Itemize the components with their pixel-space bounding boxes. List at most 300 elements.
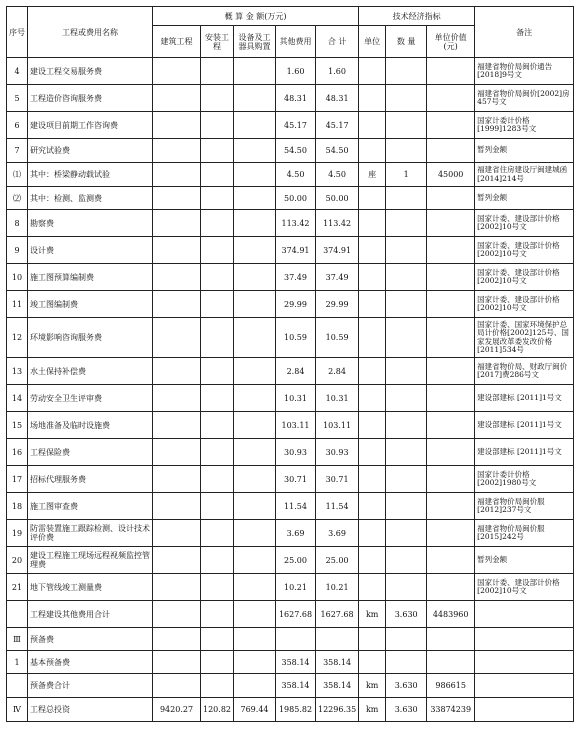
row-equip xyxy=(234,439,276,466)
row-install xyxy=(201,318,234,358)
row-build xyxy=(153,163,201,187)
row-install xyxy=(201,163,234,187)
row-other: 1.60 xyxy=(276,58,316,85)
row-seq: Ⅲ xyxy=(7,628,28,651)
row-name: 设计费 xyxy=(28,237,153,264)
row-unit xyxy=(359,358,386,385)
row-equip xyxy=(234,547,276,574)
row-price xyxy=(427,318,475,358)
row-name: 地下管线竣工测量费 xyxy=(28,574,153,601)
row-unit xyxy=(359,58,386,85)
row-install: 120.82 xyxy=(201,698,234,722)
row-total: 1.60 xyxy=(316,58,359,85)
row-seq: ⑴ xyxy=(7,163,28,187)
table-row xyxy=(7,601,574,628)
row-unit: km xyxy=(359,601,386,628)
header-install: 安装工程 xyxy=(201,26,234,58)
row-remark: 国家计委、建设部计价格[2002]10号文 xyxy=(475,574,574,601)
row-equip xyxy=(234,628,276,651)
row-qty xyxy=(386,358,427,385)
table-row xyxy=(7,85,574,112)
row-remark: 福建省住房建设厅闽建城函[2014]214号 xyxy=(475,163,574,187)
row-total: 358.14 xyxy=(316,651,359,674)
row-equip xyxy=(234,601,276,628)
row-qty xyxy=(386,412,427,439)
row-remark: 建设部建标 [2011]1号文 xyxy=(475,412,574,439)
row-qty xyxy=(386,318,427,358)
table-row xyxy=(7,358,574,385)
row-remark: 福建省物价局闽价通告[2018]9号文 xyxy=(475,58,574,85)
row-equip xyxy=(234,163,276,187)
row-build xyxy=(153,112,201,139)
row-name: 防雷装置施工跟踪检测、设计技术评价费 xyxy=(28,520,153,547)
row-build xyxy=(153,547,201,574)
row-remark: 暂列金额 xyxy=(475,139,574,163)
row-build xyxy=(153,264,201,291)
table-row xyxy=(7,264,574,291)
row-total: 25.00 xyxy=(316,547,359,574)
row-qty xyxy=(386,547,427,574)
row-total: 45.17 xyxy=(316,112,359,139)
row-seq: 14 xyxy=(7,385,28,412)
row-build xyxy=(153,85,201,112)
row-remark: 暂列金额 xyxy=(475,547,574,574)
row-other: 113.42 xyxy=(276,210,316,237)
row-total: 103.11 xyxy=(316,412,359,439)
row-seq: 16 xyxy=(7,439,28,466)
row-build xyxy=(153,385,201,412)
row-seq: 12 xyxy=(7,318,28,358)
row-unit xyxy=(359,466,386,493)
row-build xyxy=(153,318,201,358)
table-row xyxy=(7,237,574,264)
table-row xyxy=(7,318,574,358)
row-name: 其中：桥梁静动载试验 xyxy=(28,163,153,187)
row-other: 2.84 xyxy=(276,358,316,385)
row-name: 预备费 xyxy=(28,628,153,651)
row-total: 3.69 xyxy=(316,520,359,547)
row-install xyxy=(201,264,234,291)
row-total: 10.31 xyxy=(316,385,359,412)
row-price xyxy=(427,547,475,574)
table-row xyxy=(7,547,574,574)
row-name: 预备费合计 xyxy=(28,674,153,698)
row-seq: 17 xyxy=(7,466,28,493)
row-other xyxy=(276,628,316,651)
row-install xyxy=(201,628,234,651)
row-price xyxy=(427,520,475,547)
row-price xyxy=(427,187,475,210)
header-equip: 设备及工器具购置 xyxy=(234,26,276,58)
row-unit xyxy=(359,291,386,318)
row-price xyxy=(427,574,475,601)
row-total: 10.21 xyxy=(316,574,359,601)
row-equip xyxy=(234,520,276,547)
row-equip xyxy=(234,412,276,439)
row-seq: 5 xyxy=(7,85,28,112)
row-price xyxy=(427,628,475,651)
row-total: 30.93 xyxy=(316,439,359,466)
row-qty: 3.630 xyxy=(386,674,427,698)
row-remark: 福建省物价局闽价服[2012]237号文 xyxy=(475,493,574,520)
row-remark: 福建省物价局、财政厅闽价[2017]费286号文 xyxy=(475,358,574,385)
table-row xyxy=(7,574,574,601)
row-qty xyxy=(386,58,427,85)
row-equip xyxy=(234,58,276,85)
row-seq: 21 xyxy=(7,574,28,601)
row-seq xyxy=(7,674,28,698)
row-install xyxy=(201,358,234,385)
row-price xyxy=(427,385,475,412)
row-build xyxy=(153,520,201,547)
row-equip xyxy=(234,358,276,385)
row-build xyxy=(153,412,201,439)
row-unit xyxy=(359,628,386,651)
row-install xyxy=(201,412,234,439)
row-price: 4483960 xyxy=(427,601,475,628)
row-remark: 福建省物价局闽价服[2015]242号 xyxy=(475,520,574,547)
row-name: 竣工图编制费 xyxy=(28,291,153,318)
row-qty xyxy=(386,139,427,163)
row-price xyxy=(427,112,475,139)
row-total: 1627.68 xyxy=(316,601,359,628)
row-equip xyxy=(234,385,276,412)
row-total: 30.71 xyxy=(316,466,359,493)
row-name: 研究试验费 xyxy=(28,139,153,163)
row-other: 50.00 xyxy=(276,187,316,210)
row-name: 基本预备费 xyxy=(28,651,153,674)
row-seq: 1 xyxy=(7,651,28,674)
row-price xyxy=(427,85,475,112)
row-remark xyxy=(475,651,574,674)
table-row xyxy=(7,493,574,520)
row-remark: 国家计委计价格[1999]1283号文 xyxy=(475,112,574,139)
row-remark: 国家计委、建设部计价格[2002]10号文 xyxy=(475,237,574,264)
row-other: 358.14 xyxy=(276,674,316,698)
row-other: 30.93 xyxy=(276,439,316,466)
row-other: 4.50 xyxy=(276,163,316,187)
row-install xyxy=(201,520,234,547)
row-remark: 建设部建标 [2011]1号文 xyxy=(475,385,574,412)
row-unit xyxy=(359,237,386,264)
row-install xyxy=(201,112,234,139)
row-seq: 10 xyxy=(7,264,28,291)
row-install xyxy=(201,466,234,493)
header-amount-group: 概 算 金 额(万元) xyxy=(153,7,359,26)
row-install xyxy=(201,574,234,601)
row-total: 113.42 xyxy=(316,210,359,237)
header-remark: 备注 xyxy=(475,7,574,58)
row-build xyxy=(153,237,201,264)
row-unit xyxy=(359,412,386,439)
row-name: 勘察费 xyxy=(28,210,153,237)
row-seq xyxy=(7,601,28,628)
row-qty xyxy=(386,385,427,412)
row-price xyxy=(427,237,475,264)
row-equip xyxy=(234,139,276,163)
header-other: 其他费用 xyxy=(276,26,316,58)
header-price: 单位价值(元) xyxy=(427,26,475,58)
header-name: 工程或费用名称 xyxy=(28,7,153,58)
row-qty xyxy=(386,85,427,112)
row-seq: Ⅳ xyxy=(7,698,28,722)
row-other: 3.69 xyxy=(276,520,316,547)
row-unit xyxy=(359,264,386,291)
row-install xyxy=(201,58,234,85)
row-build: 9420.27 xyxy=(153,698,201,722)
header-unit: 单位 xyxy=(359,26,386,58)
table-row xyxy=(7,466,574,493)
row-equip xyxy=(234,187,276,210)
row-remark xyxy=(475,674,574,698)
row-remark xyxy=(475,601,574,628)
row-install xyxy=(201,651,234,674)
row-seq: 20 xyxy=(7,547,28,574)
row-remark: 福建省物价局闽价[2002]房457号文 xyxy=(475,85,574,112)
row-name: 工程造价咨询服务费 xyxy=(28,85,153,112)
row-other: 25.00 xyxy=(276,547,316,574)
row-other: 11.54 xyxy=(276,493,316,520)
row-name: 工程保险费 xyxy=(28,439,153,466)
row-unit xyxy=(359,139,386,163)
row-equip xyxy=(234,210,276,237)
row-qty: 3.630 xyxy=(386,698,427,722)
row-total: 374.91 xyxy=(316,237,359,264)
row-equip xyxy=(234,493,276,520)
row-remark xyxy=(475,628,574,651)
row-price xyxy=(427,291,475,318)
row-equip xyxy=(234,651,276,674)
row-unit xyxy=(359,187,386,210)
row-install xyxy=(201,493,234,520)
row-unit: km xyxy=(359,698,386,722)
row-qty xyxy=(386,291,427,318)
row-other: 1627.68 xyxy=(276,601,316,628)
table-row xyxy=(7,139,574,163)
row-install xyxy=(201,85,234,112)
row-unit xyxy=(359,210,386,237)
table-row xyxy=(7,210,574,237)
row-price xyxy=(427,139,475,163)
row-price xyxy=(427,358,475,385)
budget-estimate-table xyxy=(6,6,574,722)
row-qty xyxy=(386,112,427,139)
table-row xyxy=(7,439,574,466)
row-equip: 769.44 xyxy=(234,698,276,722)
row-build xyxy=(153,358,201,385)
row-unit xyxy=(359,493,386,520)
row-price xyxy=(427,651,475,674)
row-build xyxy=(153,187,201,210)
row-seq: 4 xyxy=(7,58,28,85)
row-unit xyxy=(359,385,386,412)
header-seq: 序号 xyxy=(7,7,28,58)
row-name: 施工图审查费 xyxy=(28,493,153,520)
row-name: 环境影响咨询服务费 xyxy=(28,318,153,358)
row-equip xyxy=(234,674,276,698)
row-name: 水土保持补偿费 xyxy=(28,358,153,385)
row-seq: 8 xyxy=(7,210,28,237)
row-equip xyxy=(234,291,276,318)
row-price: 33874239 xyxy=(427,698,475,722)
row-qty: 3.630 xyxy=(386,601,427,628)
row-remark: 国家计委计价格[2002]1980号文 xyxy=(475,466,574,493)
row-qty xyxy=(386,210,427,237)
row-other: 10.31 xyxy=(276,385,316,412)
table-row xyxy=(7,58,574,85)
row-build xyxy=(153,58,201,85)
row-qty xyxy=(386,466,427,493)
row-total: 4.50 xyxy=(316,163,359,187)
table-row xyxy=(7,628,574,651)
row-remark: 国家计委、国家环境保护总局计价格[2002]125号、国家发展改革委发改价格[2011]534号 xyxy=(475,318,574,358)
row-qty xyxy=(386,651,427,674)
row-seq: 9 xyxy=(7,237,28,264)
row-qty xyxy=(386,520,427,547)
row-qty xyxy=(386,264,427,291)
row-qty xyxy=(386,237,427,264)
row-unit xyxy=(359,574,386,601)
row-build xyxy=(153,651,201,674)
row-seq: 18 xyxy=(7,493,28,520)
row-seq: 11 xyxy=(7,291,28,318)
row-equip xyxy=(234,264,276,291)
row-remark: 暂列金额 xyxy=(475,187,574,210)
row-name: 工程建设其他费用合计 xyxy=(28,601,153,628)
table-row xyxy=(7,187,574,210)
row-total: 10.59 xyxy=(316,318,359,358)
row-seq: 13 xyxy=(7,358,28,385)
row-name: 建设工程交易服务费 xyxy=(28,58,153,85)
row-build xyxy=(153,291,201,318)
row-qty xyxy=(386,493,427,520)
row-build xyxy=(153,601,201,628)
row-total: 12296.35 xyxy=(316,698,359,722)
row-build xyxy=(153,139,201,163)
row-other: 10.59 xyxy=(276,318,316,358)
row-price xyxy=(427,439,475,466)
row-seq: ⑵ xyxy=(7,187,28,210)
row-seq: 7 xyxy=(7,139,28,163)
row-other: 358.14 xyxy=(276,651,316,674)
row-total: 54.50 xyxy=(316,139,359,163)
row-install xyxy=(201,291,234,318)
row-price xyxy=(427,466,475,493)
row-qty xyxy=(386,187,427,210)
row-unit xyxy=(359,318,386,358)
row-total: 29.99 xyxy=(316,291,359,318)
row-unit xyxy=(359,520,386,547)
row-other: 1985.82 xyxy=(276,698,316,722)
row-qty xyxy=(386,574,427,601)
row-install xyxy=(201,674,234,698)
header-total: 合 计 xyxy=(316,26,359,58)
row-seq: 6 xyxy=(7,112,28,139)
row-seq: 15 xyxy=(7,412,28,439)
table-row xyxy=(7,674,574,698)
row-other: 103.11 xyxy=(276,412,316,439)
table-row xyxy=(7,385,574,412)
table-row xyxy=(7,651,574,674)
row-total: 358.14 xyxy=(316,674,359,698)
row-remark xyxy=(475,698,574,722)
row-price xyxy=(427,264,475,291)
table-row xyxy=(7,163,574,187)
row-total: 11.54 xyxy=(316,493,359,520)
row-equip xyxy=(234,85,276,112)
row-other: 37.49 xyxy=(276,264,316,291)
table-row xyxy=(7,291,574,318)
table-row xyxy=(7,520,574,547)
row-other: 54.50 xyxy=(276,139,316,163)
row-price xyxy=(427,412,475,439)
row-other: 10.21 xyxy=(276,574,316,601)
row-unit xyxy=(359,651,386,674)
row-install xyxy=(201,210,234,237)
row-price: 45000 xyxy=(427,163,475,187)
header-tech-group: 技术经济指标 xyxy=(359,7,475,26)
row-equip xyxy=(234,466,276,493)
row-build xyxy=(153,210,201,237)
row-equip xyxy=(234,318,276,358)
row-build xyxy=(153,674,201,698)
row-total: 37.49 xyxy=(316,264,359,291)
row-name: 建设项目前期工作咨询费 xyxy=(28,112,153,139)
header-qty: 数 量 xyxy=(386,26,427,58)
row-total: 2.84 xyxy=(316,358,359,385)
row-remark: 建设部建标 [2011]1号文 xyxy=(475,439,574,466)
row-equip xyxy=(234,237,276,264)
row-price: 986615 xyxy=(427,674,475,698)
row-remark: 国家计委、建设部计价格[2002]10号文 xyxy=(475,291,574,318)
row-unit: 座 xyxy=(359,163,386,187)
row-total: 48.31 xyxy=(316,85,359,112)
row-name: 工程总投资 xyxy=(28,698,153,722)
row-other: 48.31 xyxy=(276,85,316,112)
row-name: 场地准备及临时设施费 xyxy=(28,412,153,439)
row-install xyxy=(201,439,234,466)
row-build xyxy=(153,628,201,651)
row-install xyxy=(201,601,234,628)
table-row xyxy=(7,698,574,722)
row-build xyxy=(153,466,201,493)
row-build xyxy=(153,439,201,466)
row-seq: 19 xyxy=(7,520,28,547)
row-price xyxy=(427,58,475,85)
row-qty: 1 xyxy=(386,163,427,187)
row-remark: 国家计委、建设部计价格[2002]10号文 xyxy=(475,210,574,237)
row-other: 30.71 xyxy=(276,466,316,493)
row-unit xyxy=(359,85,386,112)
row-qty xyxy=(386,628,427,651)
row-price xyxy=(427,210,475,237)
row-build xyxy=(153,493,201,520)
row-install xyxy=(201,237,234,264)
table-row xyxy=(7,412,574,439)
row-qty xyxy=(386,439,427,466)
row-install xyxy=(201,547,234,574)
header-build: 建筑工程 xyxy=(153,26,201,58)
row-name: 建设工程施工现场远程视频监控管理费 xyxy=(28,547,153,574)
row-unit xyxy=(359,439,386,466)
row-remark: 国家计委、建设部计价格[2002]10号文 xyxy=(475,264,574,291)
row-name: 其中：检测、监测费 xyxy=(28,187,153,210)
row-unit: km xyxy=(359,674,386,698)
row-unit xyxy=(359,112,386,139)
row-install xyxy=(201,139,234,163)
row-equip xyxy=(234,112,276,139)
row-install xyxy=(201,385,234,412)
